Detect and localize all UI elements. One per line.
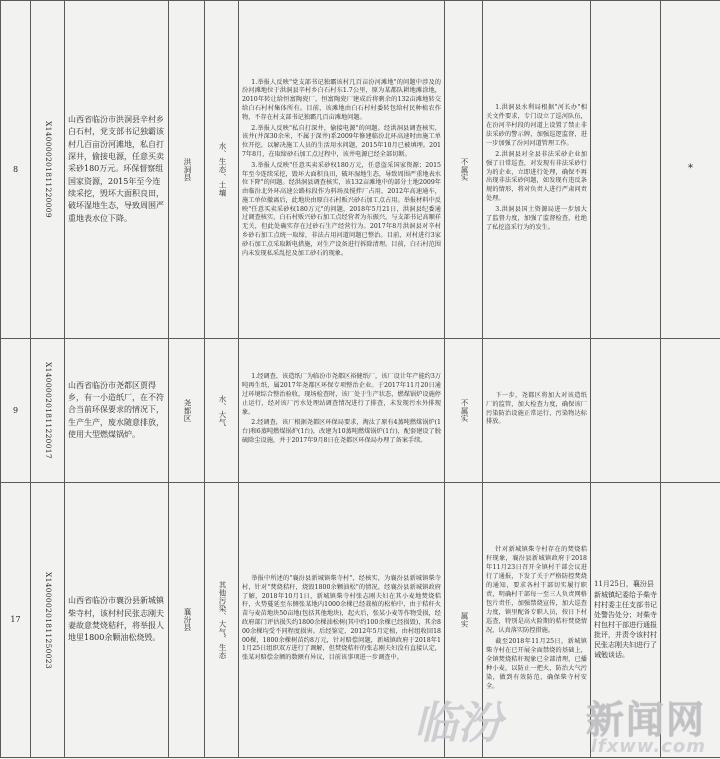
row-number: 9 (1, 339, 31, 483)
note: * (661, 1, 720, 339)
rectification-paragraph: 2.洪洞县对全县非法采砂企业加强了日常巡查，对发现有非法采砂行为的企业，立即进行处理，确保不再出现非法采砂问题，如发现有违反条规的情形，将对负责人进行严肃问责处理。 (486, 150, 587, 203)
rectification (483, 1, 591, 339)
case-code-cell (31, 339, 65, 483)
note (661, 339, 720, 483)
result-paragraph: 2.经调查，该厂根据尧都区环保局要求，淘汰了原有4蒸吨燃煤锅炉(1台)和6蒸吨燃煤锅炉(1台)，改建为10蒸吨燃煤锅炉(1台)，配套建设了脱硫除尘设施，并于2017年9月8日在尧都区环保局办理了备案手续。 (242, 419, 441, 444)
rectification (483, 483, 591, 758)
watermark-site-name: 新闻网 (585, 698, 706, 742)
truth-status: 属实 (459, 612, 469, 628)
pollution-type-cell (205, 483, 239, 758)
complaint-content: 山西省临汾市洪洞县辛村乡白石村，党支部书记独霸该村几百亩汾河滩地，私自打深井，偷接电源，任意买卖采砂180万元。环保督察组国家资源，2015年至今连续采挖，毁坏大面积良田，破坏湿地生态，导致周围严重地表水位下降。 (65, 1, 169, 339)
administrative-area: 尧都区 (182, 398, 192, 423)
truth-status-cell (445, 483, 483, 758)
accountability: 11月25日，襄汾县新城镇纪委给予柴寺村村委主任支部书记处警告处分；对柴寺村包村干部进行通报批评，并责令该村村民张志刚夫妇进行了诫勉谈话。 (591, 483, 661, 758)
case-code: X140000201811220009 (43, 121, 53, 218)
row-number: 8 (1, 1, 31, 339)
truth-status-cell (445, 1, 483, 339)
result-paragraph: 1.经调查，该造纸厂为临汾市尧都区裕健纸厂，该厂设计年产能约3万吨再生纸，属2017年尧都区环保专项整治企业。于2017年11月20日通过环境综合整治验收，现场检查时，该厂处于生产状态，燃煤锅炉设施停止运行，经对该厂污水处理站调查情况进行了排查，未发现污水外排现象。 (242, 373, 441, 416)
table-row (1, 339, 720, 483)
truth-status-cell (445, 339, 483, 483)
watermark-url: lfxww.com (590, 736, 706, 757)
result-paragraph: 举报中所述的"襄汾县新城镇柴寺村"，经核实，为襄汾县新城镇柴寺村，针对"焚烧秸秆，烧毁1800余颗油松"的情况，经襄汾县新城镇政府了解，2018年10月1日，新城镇柴寺村张志刚夫妇在其小麦地焚烧秸秆，火势蔓延至东侧张某地内1000余棵已经栽植的松柏中，由于秸秆火苗与麦苗地块50亩地(包括其他地块)，起火后，张某小麦等作物受损，经政府部门评估损失约1800余棵油松树(其中约100余棵已经损毁)，其余800余棵均受不同程度损害。后经鉴定，2012年5月定植，由村组收回1800棵，1800余棵树苗约8万元，针对赔偿问题，新城镇政府于2018年11月25日组织双方进行了调解，但焚烧秸秆的张志刚夫妇没有直接认定，张某对赔偿金额的数额有异议，目前该事项进一步调查中。 (242, 575, 441, 662)
complaint-content: 山西省临汾市尧都区贾得乡，有一小造纸厂，在不符合当前环保要求的情况下，生产生产，废水随意排放，使用大型燃煤锅炉。 (65, 339, 169, 483)
rectification-paragraph: 下一步，尧都区将加大对该造纸厂的监管，加大检查力度，确保该厂污染防治设施正常运行，污染物达标排放。 (486, 391, 587, 426)
administrative-area: 襄汾县 (182, 608, 192, 632)
row-number: 17 (1, 483, 31, 758)
administrative-area-cell (169, 1, 205, 339)
pollution-type: 水、大气 (217, 394, 227, 427)
investigation-result (239, 339, 445, 483)
case-code-cell (31, 1, 65, 339)
complaint-content: 山西省临汾市襄汾县新城镇柴寺村，该村村民张志刚夫妻故意焚烧秸秆，将举报人地里1800余颗油松烧毁。 (65, 483, 169, 758)
note (661, 483, 720, 758)
administrative-area-cell (169, 339, 205, 483)
result-paragraph: 2.举报人反映"私自打深井，偷接电源"的问题。经洪洞县调查核实，该井(井深30余米，不属于深井)系2009年修建临汾北环高速时由施工单位开挖，以解决施工人员的生活用水问题，2015年10月已被填埋。2017年8月，在取缔砂石加工点过程中，该井电源已经全部切断。 (242, 124, 441, 158)
investigation-result (239, 483, 445, 758)
pollution-type-cell (205, 339, 239, 483)
accountability (591, 1, 661, 339)
truth-status: 不属实 (459, 157, 469, 182)
case-code-cell (31, 483, 65, 758)
rectification (483, 339, 591, 483)
rectification-paragraph: 1.洪洞县水利局根据"河长办"相关文件要求，专门设立了巡河队伍，在汾河辛村段的河道上设置了禁止非法采砂的警示牌，加强巡逻监督，进一步加强了汾河河道管理工作。 (486, 103, 587, 147)
investigation-result (239, 1, 445, 339)
rectification-paragraph: 截至2018年11月25日，新城镇柴寺村在已开展全面禁烧的基础上，全镇焚烧秸秆现象已全部清理，已播种小麦，以防止一把火，防治大气污染，做到有效防范，确保柴寺村安全。 (486, 637, 587, 690)
truth-status: 不属实 (459, 398, 469, 423)
pollution-type: 其他污染、大气、生态 (217, 581, 227, 659)
table-row (1, 1, 720, 339)
administrative-area-cell (169, 483, 205, 758)
accountability (591, 339, 661, 483)
case-code: X140000201811250023 (43, 571, 53, 669)
table-row (1, 483, 720, 758)
result-paragraph: 1.举报人反映"党支部书记独霸该村几百亩汾河滩地"的问题中涉及的汾河滩地位于洪洞县辛村乡白石村东1.7公里，原为某都队耕地滩涂地，2010年转让给恒富陶瓷厂，恒富陶瓷厂建成后将剩余的132亩滩地转交给白石村村集体所有。目前，该滩地由白石村村委转包给村民种植农作物，不存在村支部书记独霸几百亩滩地问题。 (242, 78, 441, 121)
administrative-area: 洪洞县 (182, 157, 192, 182)
pollution-type-cell (205, 1, 239, 339)
rectification-paragraph: 3.洪洞县国土资源局进一步加大了监督力度，加强了监督检查，杜绝了私挖盗采行为的发生。 (486, 206, 587, 232)
case-code: X140000201811220017 (43, 362, 53, 459)
result-paragraph: 3.举报人反映"任意买卖采砂权180万元，任意盗采国家资源；2015年至今连续采挖，毁坏大面积良田，破坏湿地生态，导致周围严重地表水位下降"的问题。经洪洞县调查核实，该132亩滩地中的部分土地2009年由临汾北外环高速公路标段作为料场及搅拌厂占用，2012年高速通车，施工单位撤离后，此地块由原白石村贩兴砂石加工点占用。举报材料中反映"任意买卖采砂权180万元"的问题，2018年5月21日，洪洞县纪委通过调查核实，白石村贩兴砂石加工点经营者为东振兴，与支部书记高顺祥无关，但此处确实存在过砂石生产经营行为。2017年8月洪洞县对辛村乡砂石加工点统一取缔，非法占用河道问题已整治。目前，对村进行3家砂石加工点采取断电措施，对生产设备进行拆除清理。目前，白石村范围内未发现私采乱挖及加工砂石的现象。 (242, 161, 441, 257)
rectification-paragraph: 针对新城镇柴寺村存在的焚烧秸秆现象，襄汾县新城镇政府于2018年11月23日召开全镇村干部会议进行了通报，下发了关于严格防控焚烧的通知，要求各村干部切实履行职责，明确村干部每一至三人负责网格包片责任，加强禁烧宣传，加大巡查力度，镇里配备专职人员，按日下村巡查，特别是高火险期的秸秆焚烧情况，认真落实防控措施。 (486, 546, 587, 634)
watermark-logo: 临汾 (414, 698, 502, 749)
pollution-type: 水、生态、土壤 (217, 142, 227, 197)
